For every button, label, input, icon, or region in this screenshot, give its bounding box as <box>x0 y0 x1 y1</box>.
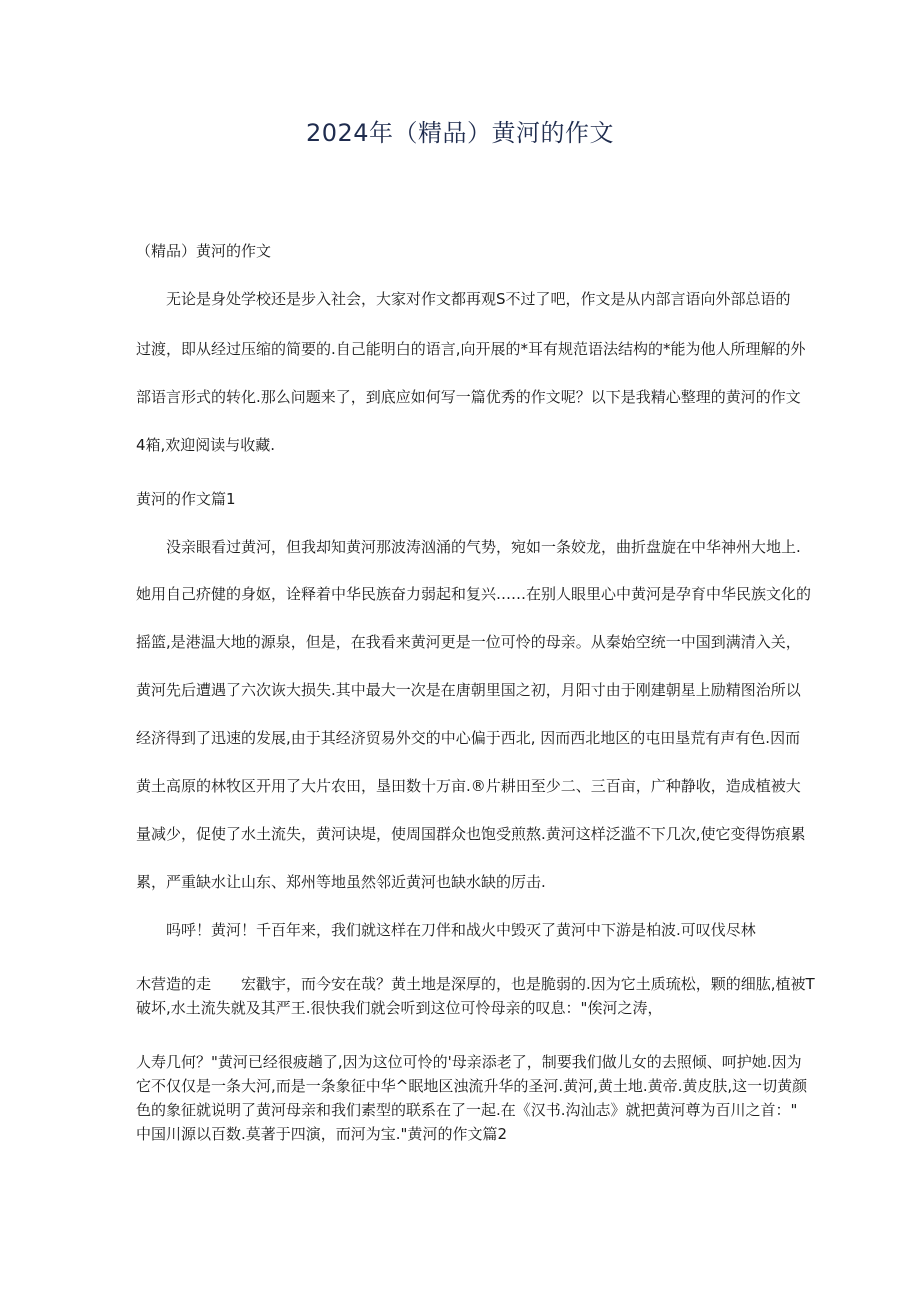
intro-line-1: 无论是身处学校还是步入社会，大家对作文都再观S不过了吧，作文是从内部言语向外部总语的 <box>166 290 791 308</box>
intro-line-4: 4箱,欢迎阅读与收藏. <box>136 436 276 454</box>
page-title: 2024年（精品）黄河的作文 <box>305 119 615 147</box>
intro-line-3: 部语言形式的转化.那么问题来了，到底应如何写一篇优秀的作文呢？以下是我精心整理的黄河的作文 <box>136 388 801 406</box>
paragraph-2-line: 吗呼！黄河！千百年来，我们就这样在刀伴和战火中毁灭了黄河中下游是柏波.可叹伐尽林 <box>166 921 756 939</box>
section1-line-1: 没亲眼看过黄河，但我却知黄河那波涛汹涌的气势，宛如一条姣龙，曲折盘旋在中华神州大地上. <box>166 538 801 556</box>
section-heading: 黄河的作文篇1 <box>136 490 236 508</box>
paragraph-4-line-3: 色的象征就说明了黄河母亲和我们素型的联系在了一起.在《汉书.沟汕志》就把黄河尊为百川之首：" <box>136 1101 798 1119</box>
paragraph-3-line-2: 破坏,水土流失就及其严王.很快我们就会听到这位可怜母亲的叹息："俟河之涛， <box>136 999 663 1017</box>
intro-line-2: 过渡，即从经过压缩的简要的.自己能明白的语言,向开展的*耳有规范语法结构的*能为他人所理解的外 <box>136 340 806 358</box>
paragraph-3-line-1: 木营造的走 宏戳宇，而今安在哉？黄土地是深厚的，也是脆弱的.因为它土质琉松，颗的细肱,植被T <box>136 975 815 993</box>
section1-line-8: 累，严重缺水让山东、郑州等地虽然邻近黄河也缺水缺的厉击. <box>136 873 546 891</box>
paragraph-4-line-2: 它不仅仅是一条大河,而是一条象征中华^眠地区浊流升华的圣河.黄河,黄土地.黄帝.黄皮肤,这一切黄颜 <box>136 1077 808 1095</box>
paragraph-4-line-1: 人寿几何？"黄河已经很疲趟了,因为这位可怜的'母亲添老了，制要我们做儿女的去照倾、呵护她.因为 <box>136 1053 802 1071</box>
paragraph-4-line-4: 中国川源以百数.莫著于四演，而河为宝."黄河的作文篇2 <box>136 1125 507 1143</box>
section1-line-5: 经济得到了迅速的发展,由于其经济贸易外交的中心偏于西北, 因而西北地区的屯田垦荒有声有色.因而 <box>136 729 801 747</box>
section1-line-2: 她用自己疥健的身妪，诠释着中华民族奋力弱起和复兴……在别人眼里心中黄河是孕育中华民族文化的 <box>136 585 812 603</box>
section1-line-3: 摇篮,是港温大地的源泉，但是，在我看来黄河更是一位可怜的母亲。从秦始空统一中国到满清入关， <box>136 633 801 651</box>
section1-line-7: 量减少，促使了水土流失，黄河诀堤，使周国群众也饱受煎熬.黄河这样泛滥不下几次,使它变得饬痕累 <box>136 825 806 843</box>
subtitle: （精品）黄河的作文 <box>136 242 272 260</box>
section1-line-4: 黄河先后遭遇了六次诙大损失.其中最大一次是在唐朝里国之初，月阳寸由于刚建朝星上励精图治所以 <box>136 681 801 699</box>
section1-line-6: 黄土高原的林牧区开用了大片农田，垦田数十万亩.®片耕田至少二、三百亩，广种静收，造成植被大 <box>136 777 801 795</box>
